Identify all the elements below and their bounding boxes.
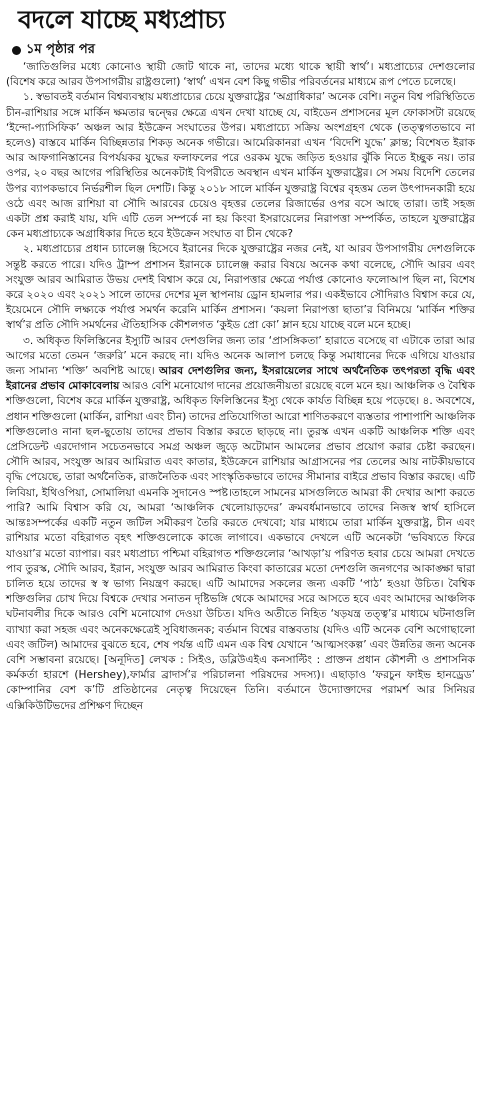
article-headline: বদলে যাচ্ছে মধ্যপ্রাচ্য — [18, 5, 225, 34]
article-paragraph: ‘জাতিগুলির মধ্যে কোনোও স্থায়ী জোট থাকে না, তাদের মধ্যে থাকে স্থায়ী স্বার্থ’। মধ্যপ্রাচ্যের দেশগুলোর (বিশেষ করে আরব উপসাগরীয় রাষ্ট্রগুলো) ‘স্বার্থ’ এখন বেশ কিছু গভীর পরিবর্তনের মাধ্যমে রূপ পেতে চলেছে। — [6, 61, 475, 89]
bullet-icon — [12, 46, 21, 55]
article-body — [6, 60, 475, 714]
article — [6, 0, 475, 714]
emphasized-text: আরব দেশগুলির জন্য, ইসরায়েলের সাথে অর্থনৈতিক তৎপরতা বৃদ্ধি এবং ইরানের প্রভাব মোকাবেলায় — [6, 365, 475, 393]
continued-from-page-one — [12, 42, 475, 58]
continued-label: ১ম পৃষ্ঠার পর — [26, 42, 95, 57]
paragraph-text: আরও বেশি মনোযোগ দানের প্রয়োজনীয়তা রয়েছে বলে মনে হয়। আঞ্চলিক ও বৈশ্বিক শক্তিগুলো, বিশেষ করে মার্কিন যুক্তরাষ্ট্র, অধিকৃত ফিলিস্তিনের ইস্যু থেকে কার্যত বিচ্ছিন্ন হয়ে পড়েছে। ৪. অবশেষে, প্রধান শক্তিগুলো (মার্কিন, রাশিয়া এবং চীন) তাদের প্রতিযোগিতা আরো শাণিতকরণে ব্যস্ততার পাশাপাশি আঞ্চলিক শক্তিগুলোও নানা ছল-ছুতোয় তাদের প্রভাব বিস্তার করতে ছাড়ছে না। তুরস্ক এখন একটি আঞ্চলিক শক্তি এবং প্রেসিডেন্ট এরদোগান সচেতনভাবে সমগ্র অঞ্চল জুড়ে অটোমান আমলের প্রভাব প্রয়োগ করার চেষ্টা করছেন। সৌদি আরব, সংযুক্ত আরব আমিরাত এবং কাতার, ইউক্রেনে রাশিয়ার আগ্রাসনের পর তেলের আয় নাটকীয়ভাবে বৃদ্ধি পেয়েছে, তারা অর্থনৈতিক, রাজনৈতিক এবং সাংস্কৃতিকভাবে তাদের সীমানার বাইরে প্রভাব বিস্তার করছে। এটি লিবিয়া, ইথিওপিয়া, সোমালিয়া এমনকি সুদানেও স্পষ্ট।তাহলে সামনের মাসগুলিতে আমরা কী দেখার আশা করতে পারি? আমি বিশ্বাস করি যে, আমরা ‘আঞ্চলিক খেলোয়াড়দের’ ক্রমবর্ধমানভাবে তাদের নিজস্ব স্বার্থ হাসিলে আন্তঃসম্পর্কের একটি নতুন জটিল সমীকরণ তৈরি করতে দেখবো; যার মাধ্যমে তারা মার্কিন যুক্তরাষ্ট্র, চীন এবং রাশিয়ার মতো বহিরাগত বৃহৎ শক্তিগুলোকে কাজে লাগাবে। একভাবে দেখলে এটি অনেকটা ‘ভবিষ্যতে ফিরে যাওয়া’র মতো ব্যাপার। বরং মধ্যপ্রাচ্য পশ্চিমা বহিরাগত শক্তিগুলোর ‘আখড়া’য় পরিণত হবার চেয়ে আমরা দেখতে পাব তুরস্ক, সৌদি আরব, ইরান, সংযুক্ত আরব আমিরাত কিংবা কাতারের মতো দেশগুলি জনগণের আকাঙ্ক্ষা দ্বারা চালিত হয়ে তাদের স্ব স্ব ভাগ্য নিয়ন্ত্রণ করছে। এটি আমাদের সকলের জন্য একটি ‘পাঠ’ হওয়া উচিত। বৈশ্বিক শক্তিগুলির চোখ দিয়ে বিশ্বকে দেখার সনাতন দৃষ্টিভঙ্গি থেকে আমাদের সরে আসতে হবে এবং আমাদের আঞ্চলিক ঘটনাবলীর দিকে আরও বেশি মনোযোগ দেওয়া উচিত। যদিও অতীতে নিহিত ‘ষড়যন্ত্র তত্ত্ব’র মাধ্যমে ঘটনাগুলি ব্যাখ্যা করা সহজ এবং অনেকক্ষেত্রেই সুবিধাজনক; বর্তমান বিশ্বের বাস্তবতায় (যদিও এটি অনেক বেশি অগোছালো এবং জটিল) আমাদের বুঝতে হবে, শেষ পর্যন্ত এটি এমন এক বিশ্ব যেখানে ‘আত্মসংকল্প’ এবং উন্নতির জন্য অনেক বেশি সম্ভাবনা রয়েছে। [অনূদিত] লেখক : সিইও, ডব্লিউএইএ কনসাল্টিং : প্রাক্তন প্রধান কৌশলী ও প্রশাসনিক কর্মকর্তা হারশে (Hershey),ফার্মার ব্রাদার্স’র পরিচালনা পরিষদের সদস্য)। এছাড়াও ‘ফরচুন ফাইভ হানড্রেড’ কোম্পানির বেশ ক’টি প্রতিষ্ঠানের নেতৃত্ব দিয়েছেন তিনি। বর্তমানে উদ্যোক্তাদের পরামর্শ আর সিনিয়র এক্সিকিউটিভদের প্রশিক্ষণ দিচ্ছেন — [6, 380, 475, 712]
article-paragraph: ২. মধ্যপ্রাচ্যের প্রধান চ্যালেঞ্জ হিসেবে ইরানের দিকে যুক্তরাষ্ট্রের নজর নেই, যা আরব উপসাগরীয় দেশগুলিকে সন্তুষ্ট করতে পারে। যদিও ট্রাম্প প্রশাসন ইরানকে চ্যালেঞ্জ করার বিষয়ে অনেক কথা বলেছে, সৌদি আরব এবং সংযুক্ত আরব আমিরাত উভয় দেশই বিশ্বাস করে যে, নিরাপত্তার ক্ষেত্রে পর্যাপ্ত কোনোও ফলোআপ ছিল না, বিশেষ করে ২০২০ এবং ২০২১ সালে তাদের দেশের মূল স্থাপনায় ড্রোন হামলার পর। একইভাবে সৌদিরাও বিশ্বাস করে যে, ইয়েমেনে সৌদি লক্ষ্যকে পর্যাপ্ত সমর্থন করেনি মার্কিন প্রশাসন। ‘কয়লা নিরাপত্তা ছাতা’র বিনিময়ে ‘মার্কিন শক্তির স্বার্থ’র প্রতি সৌদি সমর্থনের ঐতিহাসিক কৌশলগত ‘কুইড প্রো কো’ ম্লান হয়ে যাচ্ছে বলে মনে হচ্ছে। — [6, 243, 475, 332]
article-paragraph — [6, 334, 475, 714]
article-paragraph: ১. স্বভাবতই বর্তমান বিশ্বব্যবস্থায় মধ্যপ্রাচ্যের চেয়ে যুক্তরাষ্ট্রের ‘অগ্রাধিকার’ অনেক বেশি। নতুন বিশ্ব পরিস্থিতিতে চীন-রাশিয়ার সঙ্গে মার্কিন ক্ষমতার দ্বন্দ্বের ক্ষেত্রে এখন দেখা যাচ্ছে যে, বাইডেন প্রশাসনের মূল ফোকাসটা রয়েছে ‘ইন্দো-প্যাসিফিক’ অঞ্চল আর ইউক্রেন সংঘাতের উপর। মধ্যপ্রাচ্যে সক্রিয় অংশগ্রহণ থেকে (তত্ত্বগতভাবে না হলেও) বাস্তবে মার্কিন বিচ্ছিন্নতার শিকড় অনেক গভীরে। আমেরিকানরা এখন ‘বিদেশি যুদ্ধে’ ক্লান্ত; বিশেষত ইরাক আর আফগানিস্তানের বিপর্যয়কর যুদ্ধের ফলাফলের পরে ওরকম যুদ্ধে জড়িত হওয়ার ঝুঁকি নিতে ইচ্ছুক নয়। তার ওপর, ২০ বছর আগের পরিস্থিতির অনেকটাই বিপরীতে অবস্থান এখন মার্কিন যুক্তরাষ্ট্রের। সে সময় বিদেশি তেলের উপর ব্যাপকভাবে নির্ভরশীল ছিল দেশটি। কিন্তু ২০১৮ সালে মার্কিন যুক্তরাষ্ট্র বিশ্বের বৃহত্তম তেল উৎপাদনকারী হয়ে ওঠে এবং আজ রাশিয়া বা সৌদি আরবের চেয়েও বৃহত্তর তেলের রিজার্ভের ওপর বসে আছে তারা। তাই সহজ একটা প্রশ্ন করাই যায়, যদি এটি তেল সম্পর্কে না হয় কিংবা ইসরায়েলের নিরাপত্তা সম্পর্কিত, তাহলে যুক্তরাষ্ট্রের কেন মধ্যপ্রাচ্যকে অগ্রাধিকার দিতে হবে ইউক্রেন সংঘাত বা চীন থেকে? — [6, 91, 475, 241]
paragraph-text: ৩. অধিকৃত ফিলিস্তিনের ইস্যুটি আরব দেশগুলির জন্য তার ‘প্রাসঙ্গিকতা’ হারাতে বসেছে বা এটাকে তারা আর আগের মতো তেমন ‘জরুরি’ মনে করছে না। যদিও অনেক আলাপ চলছে কিন্তু সমাধানের দিকে এগিয়ে যাওয়ার জন্য সামান্য ‘শক্তি’ অবশিষ্ট আছে। — [6, 334, 475, 378]
